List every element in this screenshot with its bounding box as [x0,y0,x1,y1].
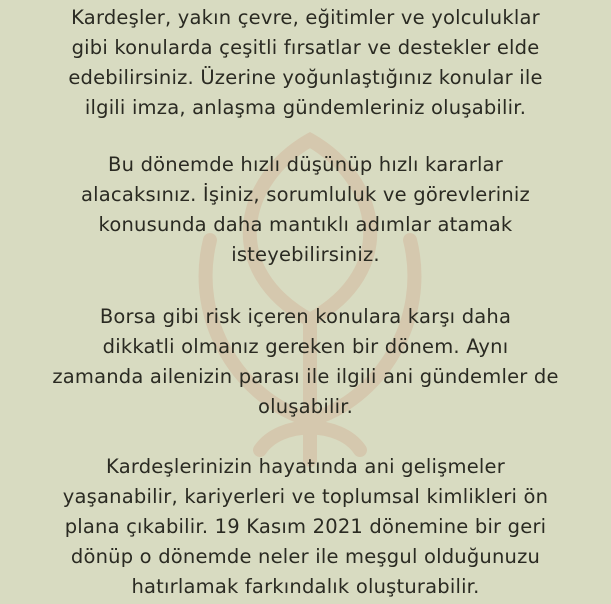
paragraph-siblings-developments: Kardeşlerinizin hayatında ani gelişmeler yaşanabilir, kariyerleri ve toplumsal kimlikleri ön plana çıkabilir. 19 Kasım 2021 dönemine bir geri dönüp o dönemde neler ile meşgul olduğunuzu hatırlamak farkındalık oluşturabilir. [62,455,549,598]
paragraph-risk-caution: Borsa gibi risk içeren konulara karşı daha dikkatli olmanız gereken bir dönem. Aynı zamanda ailenizin parası ile ilgili ani gündemler de oluşabilir. [52,305,559,418]
paragraph-siblings-education: Kardeşler, yakın çevre, eğitimler ve yolculuklar gibi konularda çeşitli fırsatlar ve destekler elde edebilirsiniz. Üzerine yoğunlaştığınız konular ile ilgili imza, anlaşma gündemleriniz oluşabilir. [68,6,543,119]
paragraph-fast-decisions: Bu dönemde hızlı düşünüp hızlı kararlar alacaksınız. İşiniz, sorumluluk ve görevleriniz konusunda daha mantıklı adımlar atamak isteyebilirsiniz. [81,153,530,266]
